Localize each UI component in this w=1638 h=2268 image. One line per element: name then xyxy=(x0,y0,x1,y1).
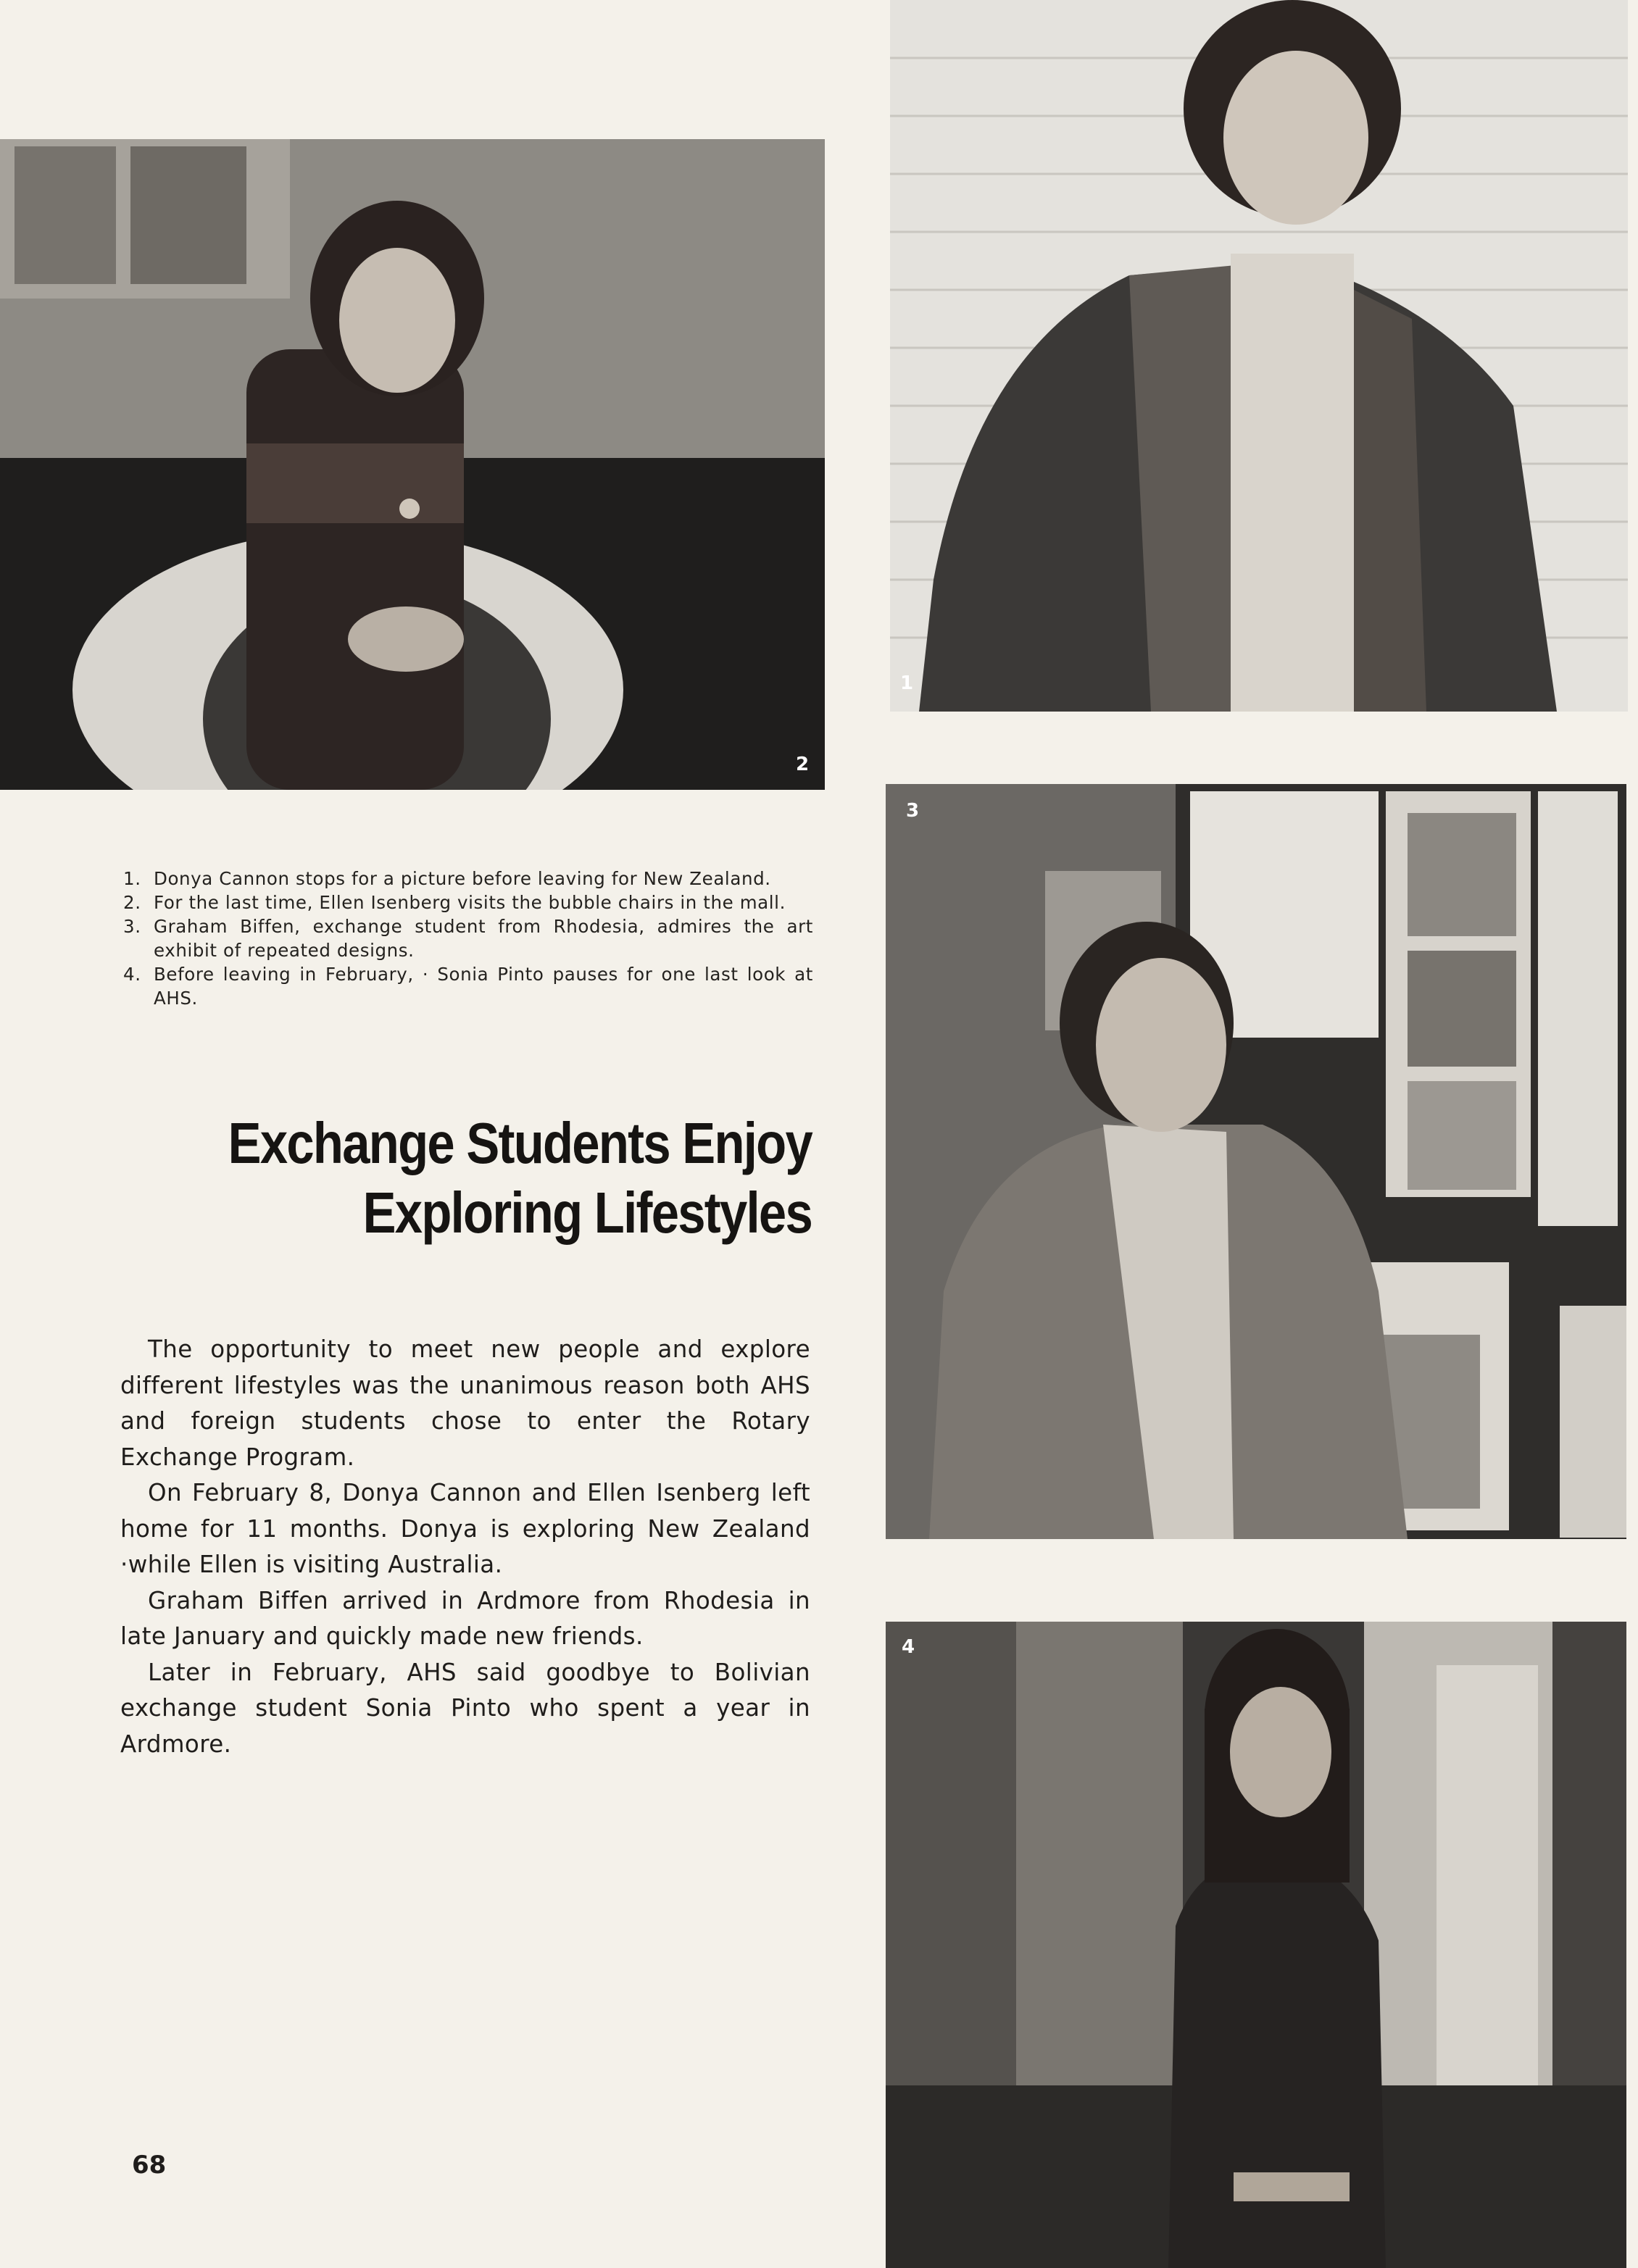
article-body xyxy=(120,1332,810,1762)
photo-captions-list xyxy=(123,867,813,1010)
caption-item xyxy=(123,962,813,1010)
photo-2-image xyxy=(0,139,825,790)
photo-number: 4 xyxy=(902,1636,915,1658)
caption-number: 2. xyxy=(123,892,141,913)
body-paragraph: Graham Biffen arrived in Ardmore from Rhodesia in late January and quickly made new friends. xyxy=(120,1586,810,1650)
caption-text: Graham Biffen, exchange student from Rhodesia, admires the art exhibit of repeated designs. xyxy=(154,916,813,961)
caption-item xyxy=(123,867,813,891)
caption-item xyxy=(123,914,813,962)
caption-item xyxy=(123,891,813,914)
caption-number: 1. xyxy=(123,868,141,889)
body-paragraph: On February 8, Donya Cannon and Ellen Isenberg left home for 11 months. Donya is exploring New Zealand ·while Ellen is visiting Australia. xyxy=(120,1479,810,1578)
photo-number: 3 xyxy=(906,800,920,822)
page-number: 68 xyxy=(132,2151,167,2180)
caption-text: For the last time, Ellen Isenberg visits the bubble chairs in the mall. xyxy=(154,892,786,913)
caption-text: Donya Cannon stops for a picture before leaving for New Zealand. xyxy=(154,868,771,889)
photo-number: 1 xyxy=(900,672,914,694)
article-headline xyxy=(207,1109,812,1248)
photo-donya-cannon xyxy=(890,0,1628,712)
photo-ellen-isenberg-bubble-chair xyxy=(0,139,825,790)
photo-1-image xyxy=(890,0,1628,712)
photo-sonia-pinto-hallway xyxy=(886,1622,1626,2268)
caption-number: 4. xyxy=(123,964,141,985)
caption-number: 3. xyxy=(123,916,141,937)
photo-graham-biffen-art-exhibit xyxy=(886,784,1626,1539)
photo-4-image xyxy=(886,1622,1626,2268)
photo-3-image xyxy=(886,784,1626,1539)
caption-text: Before leaving in February, · Sonia Pinto pauses for one last look at AHS. xyxy=(154,964,813,1009)
body-paragraph: Later in February, AHS said goodbye to Bolivian exchange student Sonia Pinto who spent a year in Ardmore. xyxy=(120,1658,810,1758)
headline-line-1: Exchange Students Enjoy xyxy=(228,1111,812,1175)
headline-line-2: Exploring Lifestyles xyxy=(362,1180,812,1245)
body-paragraph: The opportunity to meet new people and explore different lifestyles was the unanimous reason both AHS and foreign students chose to enter the Rotary Exchange Program. xyxy=(120,1335,810,1471)
photo-number: 2 xyxy=(796,754,810,775)
